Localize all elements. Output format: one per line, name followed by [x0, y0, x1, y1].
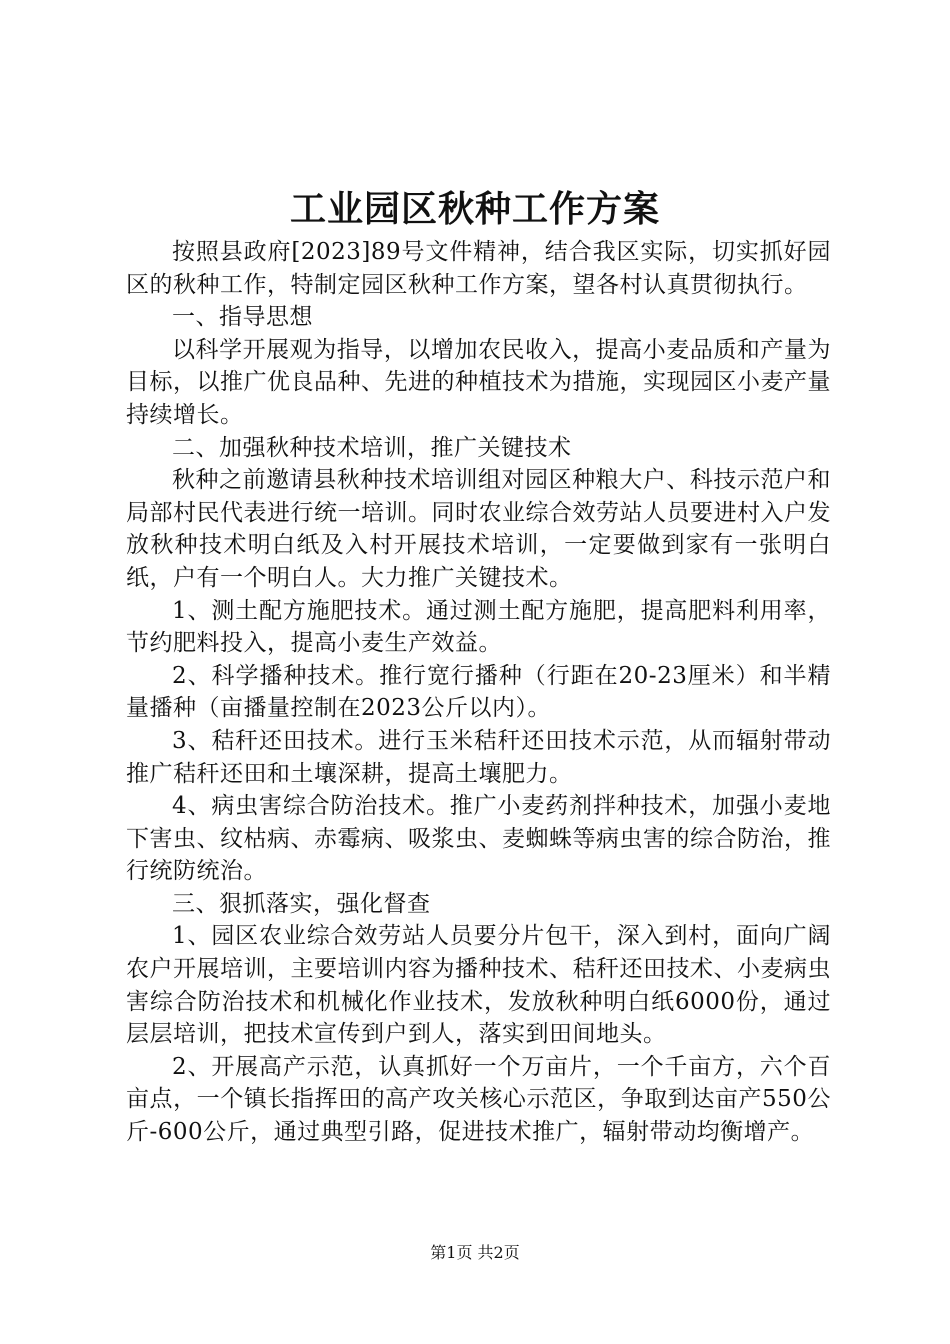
section-2-paragraph: 秋种之前邀请县秋种技术培训组对园区种粮大户、科技示范户和局部村民代表进行统一培训。同时农业综合效劳站人员要进村入户发放秋种技术明白纸及入村开展技术培训，一定要做到家有一张明白纸，户有一个明白人。大力推广关键技术。: [126, 467, 831, 591]
section-heading-2: 二、加强秋种技术培训，推广关键技术: [172, 434, 572, 461]
page-footer: 第1页 共2页: [430, 1243, 520, 1262]
document-title: 工业园区秋种工作方案: [289, 188, 660, 230]
technique-item-3: 3、秸秆还田技术。进行玉米秸秆还田技术示范，从而辐射带动推广秸秆还田和土壤深耕，提高土壤肥力。: [126, 727, 831, 787]
technique-item-4: 4、病虫害综合防治技术。推广小麦药剂拌种技术，加强小麦地下害虫、纹枯病、赤霉病、吸浆虫、麦蜘蛛等病虫害的综合防治，推行统防统治。: [126, 793, 831, 885]
section-heading-1: 一、指导思想: [172, 304, 313, 331]
section-1-paragraph: 以科学开展观为指导，以增加农民收入，提高小麦品质和产量为目标，以推广优良品种、先进的种植技术为措施，实现园区小麦产量持续增长。: [126, 336, 831, 428]
implementation-item-2: 2、开展高产示范，认真抓好一个万亩片，一个千亩方，六个百亩点，一个镇长指挥田的高产攻关核心示范区，争取到达亩产550公斤-600公斤，通过典型引路，促进技术推广，辐射带动均衡增产。: [126, 1053, 831, 1146]
document-body: [126, 236, 831, 1149]
section-heading-3: 三、狠抓落实，强化督查: [172, 890, 431, 917]
intro-paragraph: 按照县政府[2023]89号文件精神，结合我区实际，切实抓好园区的秋种工作，特制定园区秋种工作方案，望各村认真贯彻执行。: [126, 239, 831, 298]
technique-item-2: 2、科学播种技术。推行宽行播种（行距在20-23厘米）和半精量播种（亩播量控制在2023公斤以内）。: [126, 662, 831, 722]
implementation-item-1: 1、园区农业综合效劳站人员要分片包干，深入到村，面向广阔农户开展培训，主要培训内容为播种技术、秸秆还田技术、小麦病虫害综合防治技术和机械化作业技术，发放秋种明白纸6000份，通过层层培训，把技术宣传到户到人，落实到田间地头。: [126, 923, 831, 1048]
technique-item-1: 1、测土配方施肥技术。通过测土配方施肥，提高肥料利用率，节约肥料投入，提高小麦生产效益。: [126, 597, 831, 657]
